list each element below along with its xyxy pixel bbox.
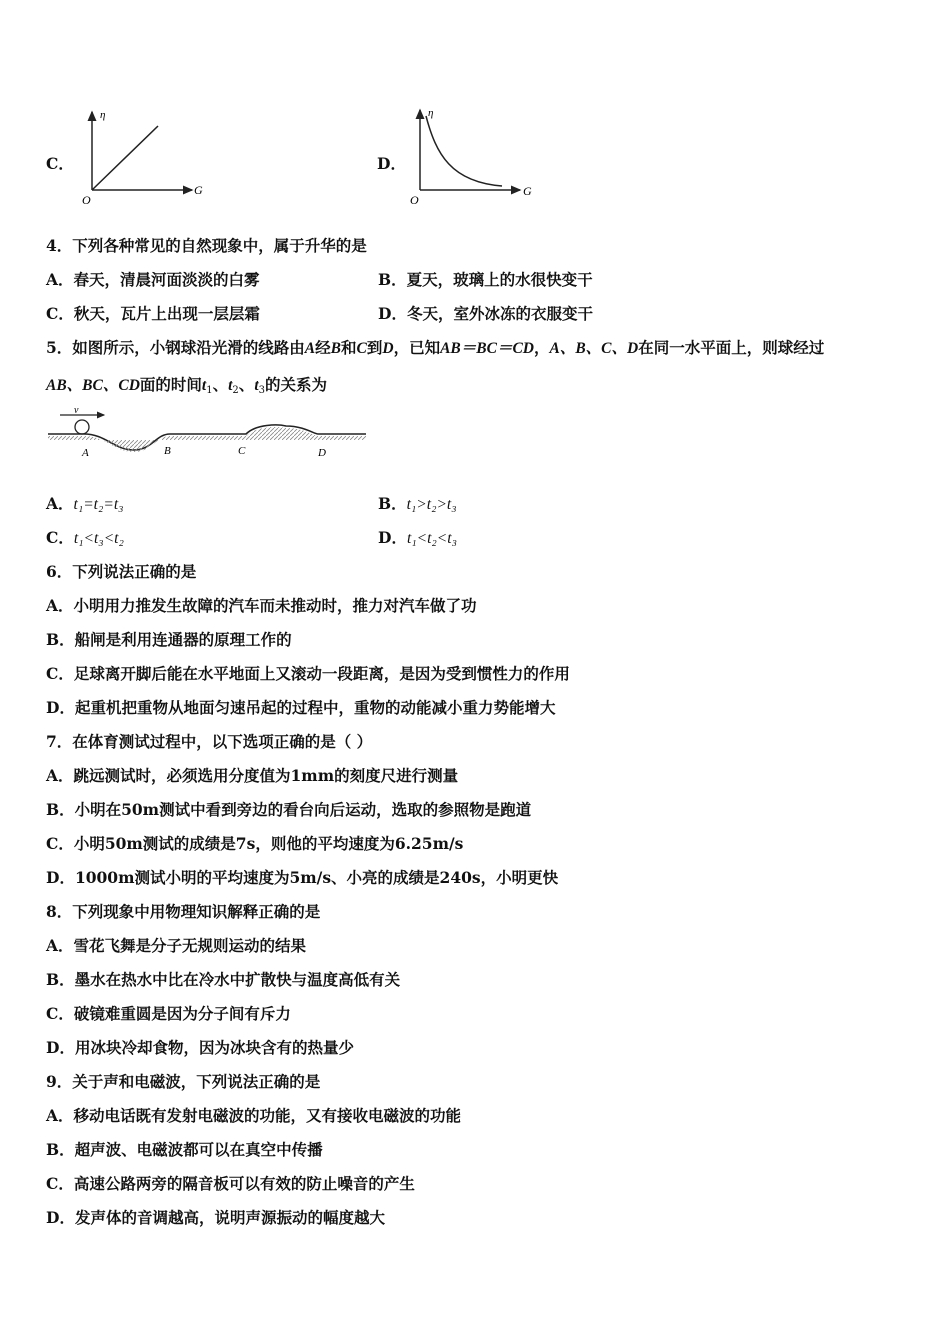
q5-t3: t: [254, 377, 259, 394]
q4-option-a: A．春天，清晨河面淡淡的白雾: [46, 270, 260, 289]
q5-line2-end: 的关系为: [265, 375, 328, 394]
q5-stem-part2: 在同一水平面上，则球经过: [638, 338, 825, 357]
q5-figure-label-c: C: [238, 445, 246, 457]
q9-option-c: C．高速公路两旁的隔音板可以有效的防止噪音的产生: [46, 1174, 415, 1193]
graph-c-y-label: η: [100, 109, 106, 121]
q5-t2: t: [228, 377, 233, 394]
q5-option-c-prefix: C．: [46, 528, 74, 547]
q5-point-a: A: [304, 340, 316, 357]
q5-stem-line1: [46, 338, 824, 359]
q8-option-c: C．破镜难重圆是因为分子间有斥力: [46, 1004, 291, 1023]
q5-stem-part1: 5．如图所示，小钢球沿光滑的线路由: [46, 338, 305, 357]
q4-option-b: B．夏天，玻璃上的水很快变干: [378, 270, 593, 289]
q5-point-d: D: [382, 340, 394, 357]
q5-option-a: [46, 494, 124, 515]
graph-c-origin: O: [82, 193, 91, 204]
q4-option-d: D．冬天，室外冰冻的衣服变干: [378, 304, 593, 323]
q5-known: ，已知: [393, 338, 441, 357]
q6-option-d: D．起重机把重物从地面匀速吊起的过程中，重物的动能减小重力势能增大: [46, 698, 556, 717]
q6-stem: 6．下列说法正确的是: [46, 562, 197, 581]
q5-option-b-prefix: B．: [378, 494, 407, 513]
q3-graph-c: [74, 104, 214, 208]
q5-option-d-expr: t₁<t₂<t₃: [406, 530, 457, 547]
q8-option-b: B．墨水在热水中比在冷水中扩散快与温度高低有关: [46, 970, 401, 989]
q5-option-c: [46, 528, 124, 549]
q5-figure-label-a: A: [82, 447, 89, 459]
q5-segments: AB、BC、CD: [46, 377, 140, 394]
q5-sep-2: 、: [238, 375, 255, 394]
q7-option-d: D．1000m测试小明的平均速度为5m/s、小亮的成绩是240s，小明更快: [46, 868, 559, 887]
q5-point-c: C: [356, 340, 367, 357]
q6-option-a: A．小明用力推发生故障的汽车而未推动时，推力对汽车做了功: [46, 596, 477, 615]
q5-figure-label-b: B: [164, 445, 171, 457]
q5-and: 和: [341, 338, 357, 357]
q4-stem: 4．下列各种常见的自然现象中，属于升华的是: [46, 236, 367, 255]
q8-stem: 8．下列现象中用物理知识解释正确的是: [46, 902, 321, 921]
q5-point-b: B: [330, 340, 341, 357]
q7-option-a: A．跳远测试时，必须选用分度值为1mm的刻度尺进行测量: [46, 766, 459, 785]
q6-option-c: C．足球离开脚后能在水平地面上又滚动一段距离，是因为受到惯性力的作用: [46, 664, 570, 683]
q5-option-b-expr: t₁>t₂>t₃: [406, 496, 457, 513]
q5-stem-line2: [46, 375, 327, 401]
q5-option-a-expr: t₁=t₂=t₃: [73, 496, 124, 513]
q9-option-d: D．发声体的音调越高，说明声源振动的幅度越大: [46, 1208, 385, 1227]
q5-option-d-prefix: D．: [378, 528, 407, 547]
graph-d-x-label: G: [523, 184, 532, 198]
q4-option-c: C．秋天，瓦片上出现一层层霜: [46, 304, 260, 323]
q5-comma: ，: [533, 338, 550, 357]
q5-option-b: [378, 494, 457, 515]
q5-equation: AB＝BC＝CD: [440, 340, 534, 357]
q5-figure-label-d: D: [318, 447, 326, 459]
q7-option-b: B．小明在50m测试中看到旁边的看台向后运动，选取的参照物是跑道: [46, 800, 532, 819]
q6-option-b: B．船闸是利用连通器的原理工作的: [46, 630, 292, 649]
q3-option-d-label: D．: [377, 154, 406, 173]
q7-stem: 7．在体育测试过程中，以下选项正确的是（ ）: [46, 732, 373, 751]
q5-line2-mid: 面的时间: [139, 375, 202, 394]
q5-t2-sub: 2: [232, 385, 239, 396]
q5-points: A、B、C、D: [549, 340, 639, 357]
q5-option-a-prefix: A．: [46, 494, 74, 513]
q9-option-b: B．超声波、电磁波都可以在真空中传播: [46, 1140, 323, 1159]
graph-d-origin: O: [410, 193, 419, 204]
steel-ball: [75, 420, 89, 434]
q9-stem: 9．关于声和电磁波，下列说法正确的是: [46, 1072, 321, 1091]
graph-d-y-label: η: [428, 107, 434, 119]
q5-t1-sub: 1: [206, 385, 213, 396]
q9-option-a: A．移动电话既有发射电磁波的功能，又有接收电磁波的功能: [46, 1106, 462, 1125]
q5-option-c-expr: t₁<t₃<t₂: [73, 530, 124, 547]
q5-via: 经: [315, 338, 331, 357]
q3-graph-d: [406, 104, 546, 208]
q8-option-d: D．用冰块冷却食物，因为冰块含有的热量少: [46, 1038, 354, 1057]
q5-t1: t: [201, 377, 207, 394]
q3-option-c-label: C．: [46, 154, 74, 173]
q5-to: 到: [366, 338, 383, 357]
q5-sep-1: 、: [212, 375, 229, 394]
q5-t3-sub: 3: [258, 385, 265, 396]
q5-track-figure: [46, 404, 368, 468]
graph-c-x-label: G: [194, 183, 203, 197]
q5-option-d: [378, 528, 457, 549]
q7-option-c: C．小明50m测试的成绩是7s，则他的平均速度为6.25m/s: [46, 834, 464, 853]
q5-velocity-label: v: [74, 405, 79, 416]
q8-option-a: A．雪花飞舞是分子无规则运动的结果: [46, 936, 307, 955]
